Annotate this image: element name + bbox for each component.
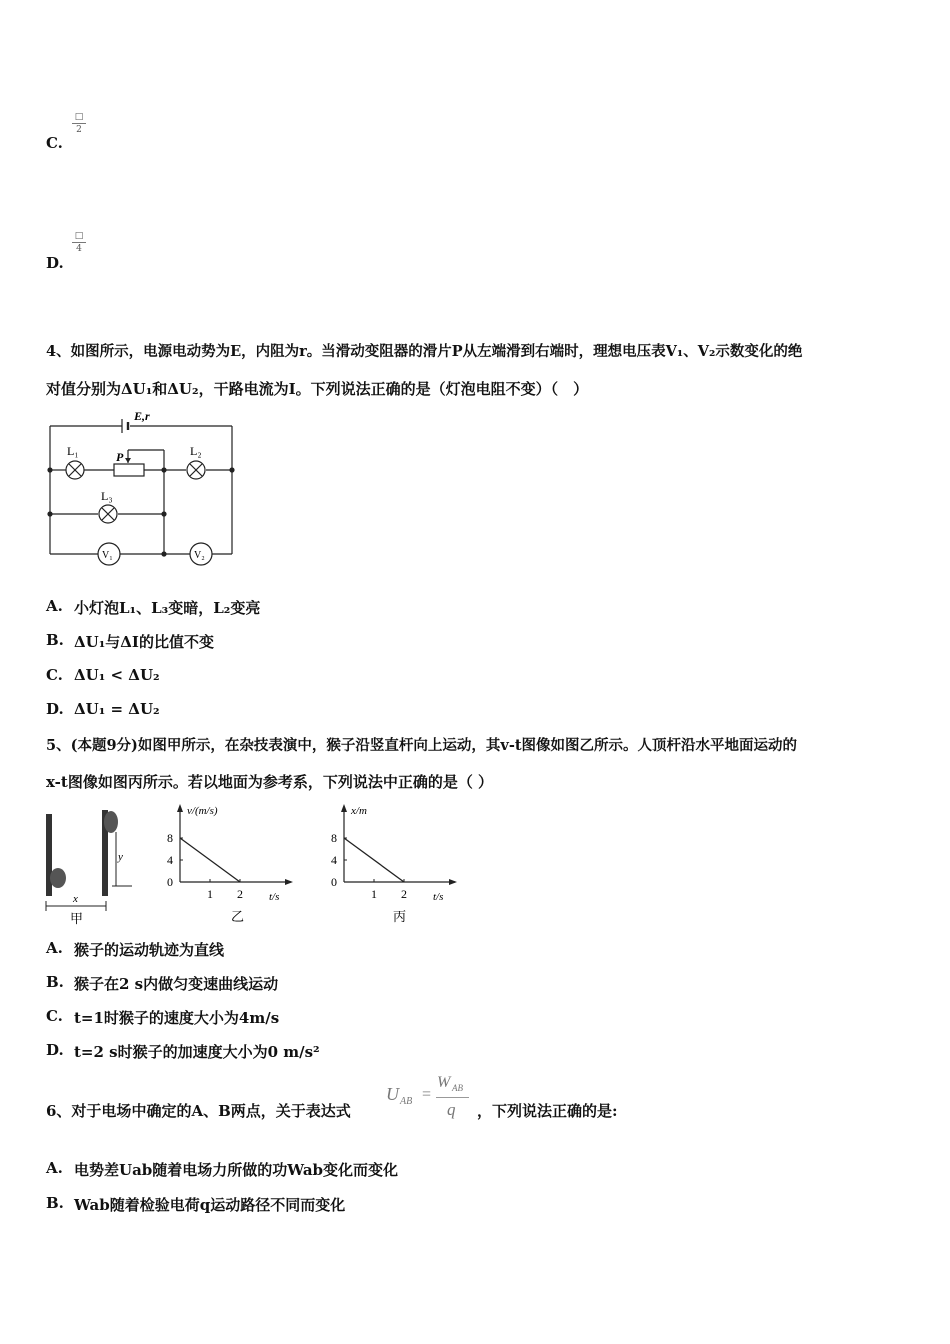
option-text: 电势差Uab随着电场力所做的功Wab变化而变化 bbox=[74, 1161, 399, 1179]
question-6-text-before: 6、对于电场中确定的A、B两点，关于表达式 bbox=[46, 1102, 351, 1120]
formula-eq: = bbox=[422, 1086, 432, 1103]
option-label: D. bbox=[46, 254, 64, 272]
option-text: t=1时猴子的速度大小为4m/s bbox=[74, 1009, 280, 1027]
y-tick-label: 0 bbox=[167, 875, 173, 889]
option-text: ΔU₁ = ΔU₂ bbox=[74, 700, 160, 718]
figure-caption-jia: 甲 bbox=[70, 911, 84, 926]
option-label: A. bbox=[46, 597, 63, 615]
series-line bbox=[344, 838, 404, 882]
option-label: C. bbox=[46, 134, 63, 152]
option-text: t=2 s时猴子的加速度大小为0 m/s² bbox=[74, 1043, 320, 1061]
option-text: ΔU₁与ΔI的比值不变 bbox=[74, 633, 214, 651]
y-tick-label: 4 bbox=[167, 853, 173, 867]
chart-caption: 丙 bbox=[393, 909, 407, 924]
figure-jia bbox=[40, 802, 150, 927]
source-label: E,r bbox=[134, 409, 150, 423]
formula-numerator-sub: AB bbox=[452, 1083, 463, 1093]
option-label: B. bbox=[46, 631, 64, 649]
option-text: Wab随着检验电荷q运动路径不同而变化 bbox=[74, 1196, 346, 1214]
option-label: A. bbox=[46, 939, 63, 957]
y-tick-label: 0 bbox=[331, 875, 337, 889]
option-label: A. bbox=[46, 1159, 63, 1177]
y-tick-label: 4 bbox=[331, 853, 337, 867]
x-tick-label: 1 bbox=[207, 887, 213, 901]
lamp-l2-label: L₂ bbox=[190, 444, 202, 458]
fraction bbox=[72, 231, 86, 254]
axis-y-label: y bbox=[118, 851, 123, 863]
option-text: ΔU₁ < ΔU₂ bbox=[74, 666, 160, 684]
y-tick-label: 8 bbox=[167, 831, 173, 845]
formula-denominator: q bbox=[447, 1100, 456, 1119]
fraction bbox=[72, 112, 86, 135]
formula bbox=[384, 1074, 484, 1124]
fraction-denominator: 2 bbox=[76, 125, 82, 135]
question-5-line-2: x-t图像如图丙所示。若以地面为参考系，下列说法中正确的是（ ） bbox=[46, 773, 494, 791]
question-4-line-2: 对值分别为ΔU₁和ΔU₂，干路电流为I。下列说法正确的是（灯泡电阻不变）（ ） bbox=[46, 380, 589, 398]
chart-yi bbox=[165, 800, 305, 925]
question-6-text-after: ，下列说法正确的是: bbox=[477, 1102, 618, 1120]
option-text: 小灯泡L₁、L₃变暗，L₂变亮 bbox=[74, 599, 261, 617]
lamp-l3-label: L₃ bbox=[101, 489, 113, 503]
x-tick-label: 2 bbox=[237, 887, 243, 901]
fraction-denominator: 4 bbox=[76, 244, 82, 254]
option-label: C. bbox=[46, 666, 63, 684]
option-label: B. bbox=[46, 1194, 64, 1212]
option-text: 猴子的运动轨迹为直线 bbox=[74, 941, 225, 959]
formula-lhs: U bbox=[386, 1084, 399, 1104]
lamp-l1-label: L₁ bbox=[67, 444, 79, 458]
chart-bing bbox=[329, 800, 469, 925]
x-tick-label: 2 bbox=[401, 887, 407, 901]
series-line bbox=[180, 838, 240, 882]
circuit-diagram bbox=[40, 406, 245, 566]
y-axis-label: x/m bbox=[351, 805, 367, 817]
formula-lhs-sub: AB bbox=[400, 1096, 413, 1107]
option-label: D. bbox=[46, 700, 64, 718]
fraction-numerator: □ bbox=[74, 231, 84, 241]
slider-p-label: P bbox=[116, 450, 124, 464]
x-axis-label: t/s bbox=[433, 891, 444, 903]
voltmeter-v1-label: V₁ bbox=[102, 550, 113, 561]
y-tick-label: 8 bbox=[331, 831, 337, 845]
question-4-line-1: 4、如图所示，电源电动势为E，内阻为r。当滑动变阻器的滑片P从左端滑到右端时，理想电压表V₁、V₂示数变化的绝 bbox=[46, 343, 803, 360]
axis-x-label: x bbox=[73, 893, 78, 905]
option-label: B. bbox=[46, 973, 64, 991]
formula-numerator: W bbox=[437, 1074, 451, 1091]
option-label: C. bbox=[46, 1007, 63, 1025]
option-label: D. bbox=[46, 1041, 64, 1059]
chart-caption: 乙 bbox=[231, 909, 245, 924]
question-5-line-1: 5、(本题9分)如图甲所示，在杂技表演中，猴子沿竖直杆向上运动，其v-t图像如图乙所示。人顶杆沿水平地面运动的 bbox=[46, 737, 798, 754]
fraction-numerator: □ bbox=[74, 112, 84, 122]
voltmeter-v2-label: V₂ bbox=[194, 550, 205, 561]
y-axis-label: v/(m/s) bbox=[187, 805, 218, 817]
option-text: 猴子在2 s内做匀变速曲线运动 bbox=[74, 975, 279, 993]
x-axis-label: t/s bbox=[269, 891, 280, 903]
x-tick-label: 1 bbox=[371, 887, 377, 901]
